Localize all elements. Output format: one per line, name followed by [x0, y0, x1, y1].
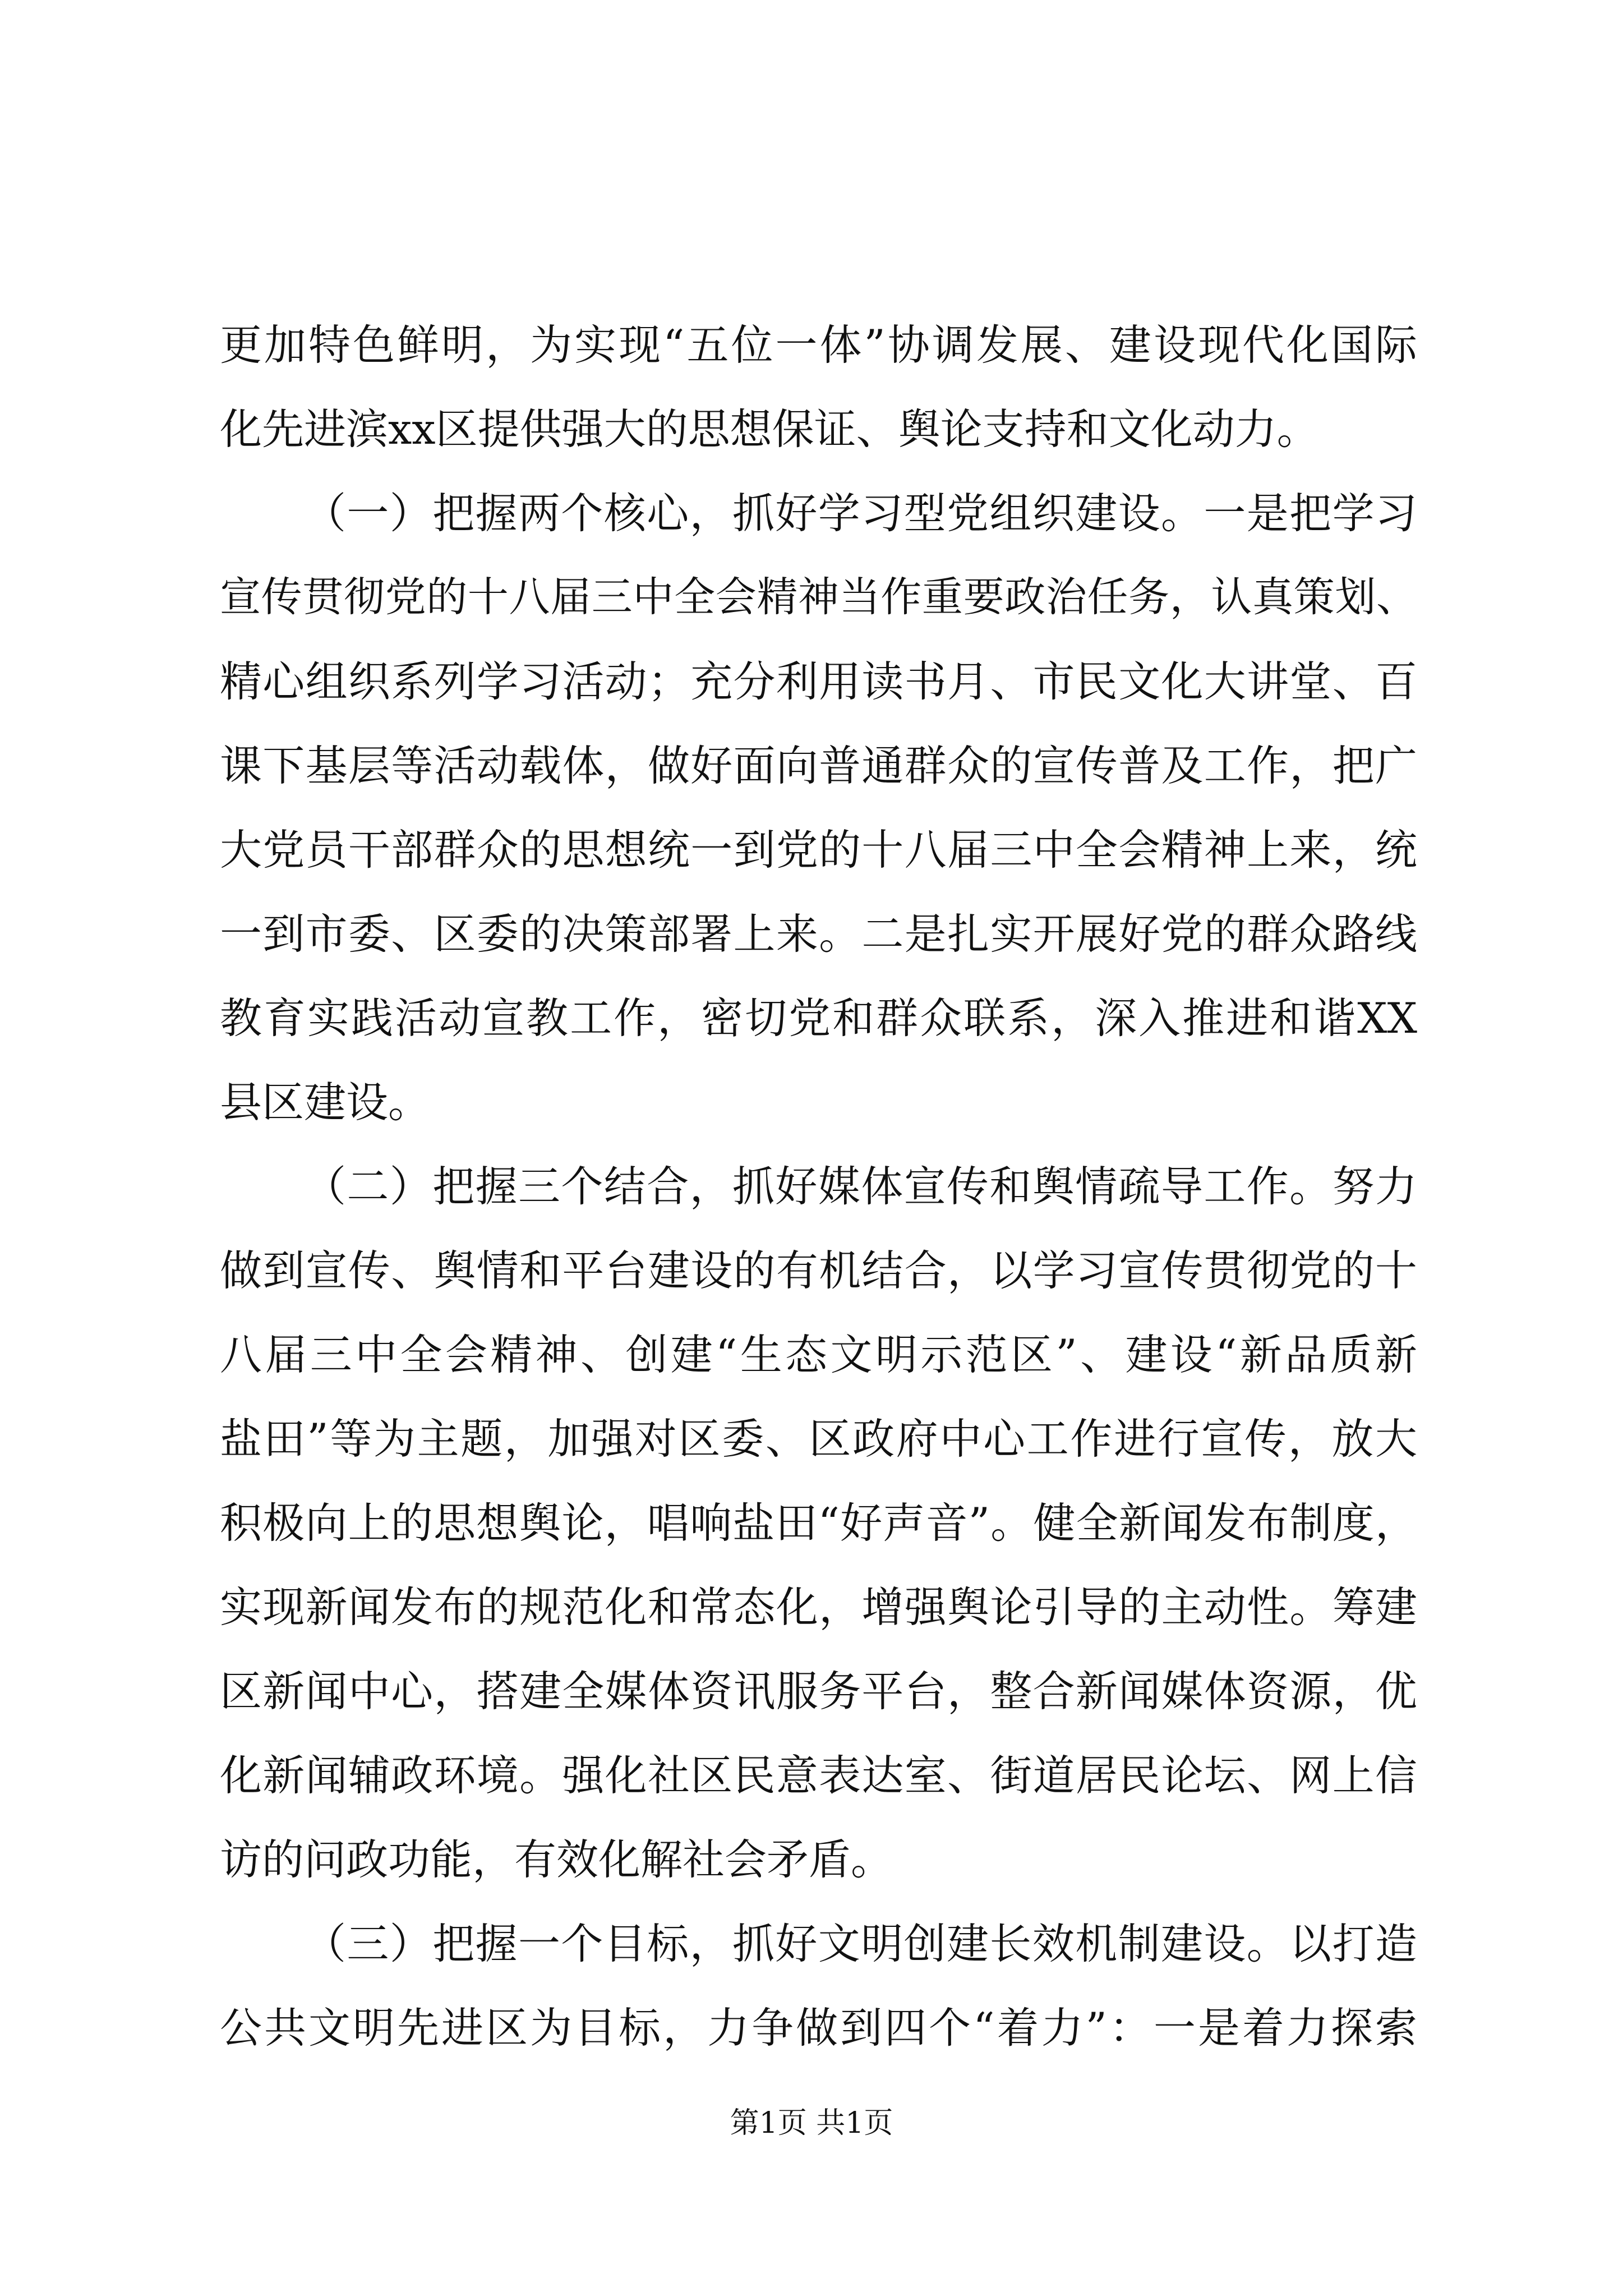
paragraph-heading-line: （二）把握三个结合，抓好媒体宣传和舆情疏导工作。努力	[304, 1162, 1417, 1211]
text-line: 宣传贯彻党的十八届三中全会精神当作重要政治任务，认真策划、	[220, 573, 1417, 621]
text-line: 做到宣传、舆情和平台建设的有机结合，以学习宣传贯彻党的十	[220, 1246, 1417, 1295]
text-line: 教育实践活动宣教工作，密切党和群众联系，深入推进和谐XX	[220, 993, 1417, 1043]
text-line: 八届三中全会精神、创建“生态文明示范区”、建设“新品质新	[220, 1330, 1417, 1379]
text-line: 化新闻辅政环境。强化社区民意表达室、街道居民论坛、网上信	[220, 1751, 1417, 1800]
text-line: 盐田”等为主题，加强对区委、区政府中心工作进行宣传，放大	[220, 1414, 1417, 1464]
paragraph-heading-line: （三）把握一个目标，抓好文明创建长效机制建设。以打造	[304, 1919, 1417, 1968]
document-body	[220, 303, 1417, 2070]
text-line: 访的问政功能，有效化解社会矛盾。	[220, 1835, 893, 1884]
text-line: 区新闻中心，搭建全媒体资讯服务平台，整合新闻媒体资源，优	[220, 1667, 1417, 1716]
text-line: 精心组织系列学习活动；充分利用读书月、市民文化大讲堂、百	[220, 657, 1417, 706]
text-line: 课下基层等活动载体，做好面向普通群众的宣传普及工作，把广	[220, 741, 1417, 790]
text-line: 大党员干部群众的思想统一到党的十八届三中全会精神上来，统	[220, 825, 1417, 875]
text-line: 更加特色鲜明，为实现“五位一体”协调发展、建设现代化国际	[220, 320, 1417, 370]
text-line: 化先进滨xx区提供强大的思想保证、舆论支持和文化动力。	[220, 404, 1319, 454]
text-line: 积极向上的思想舆论，唱响盐田“好声音”。健全新闻发布制度，	[220, 1498, 1417, 1548]
text-line: 实现新闻发布的规范化和常态化，增强舆论引导的主动性。筹建	[220, 1582, 1417, 1632]
page-footer: 第1页 共1页	[730, 2106, 893, 2140]
text-line: 一到市委、区委的决策部署上来。二是扎实开展好党的群众路线	[220, 909, 1417, 959]
text-line: 县区建设。	[220, 1078, 431, 1127]
text-line: 公共文明先进区为目标，力争做到四个“着力”：一是着力探索	[220, 2003, 1417, 2053]
paragraph-heading-line: （一）把握两个核心，抓好学习型党组织建设。一是把学习	[304, 489, 1417, 538]
